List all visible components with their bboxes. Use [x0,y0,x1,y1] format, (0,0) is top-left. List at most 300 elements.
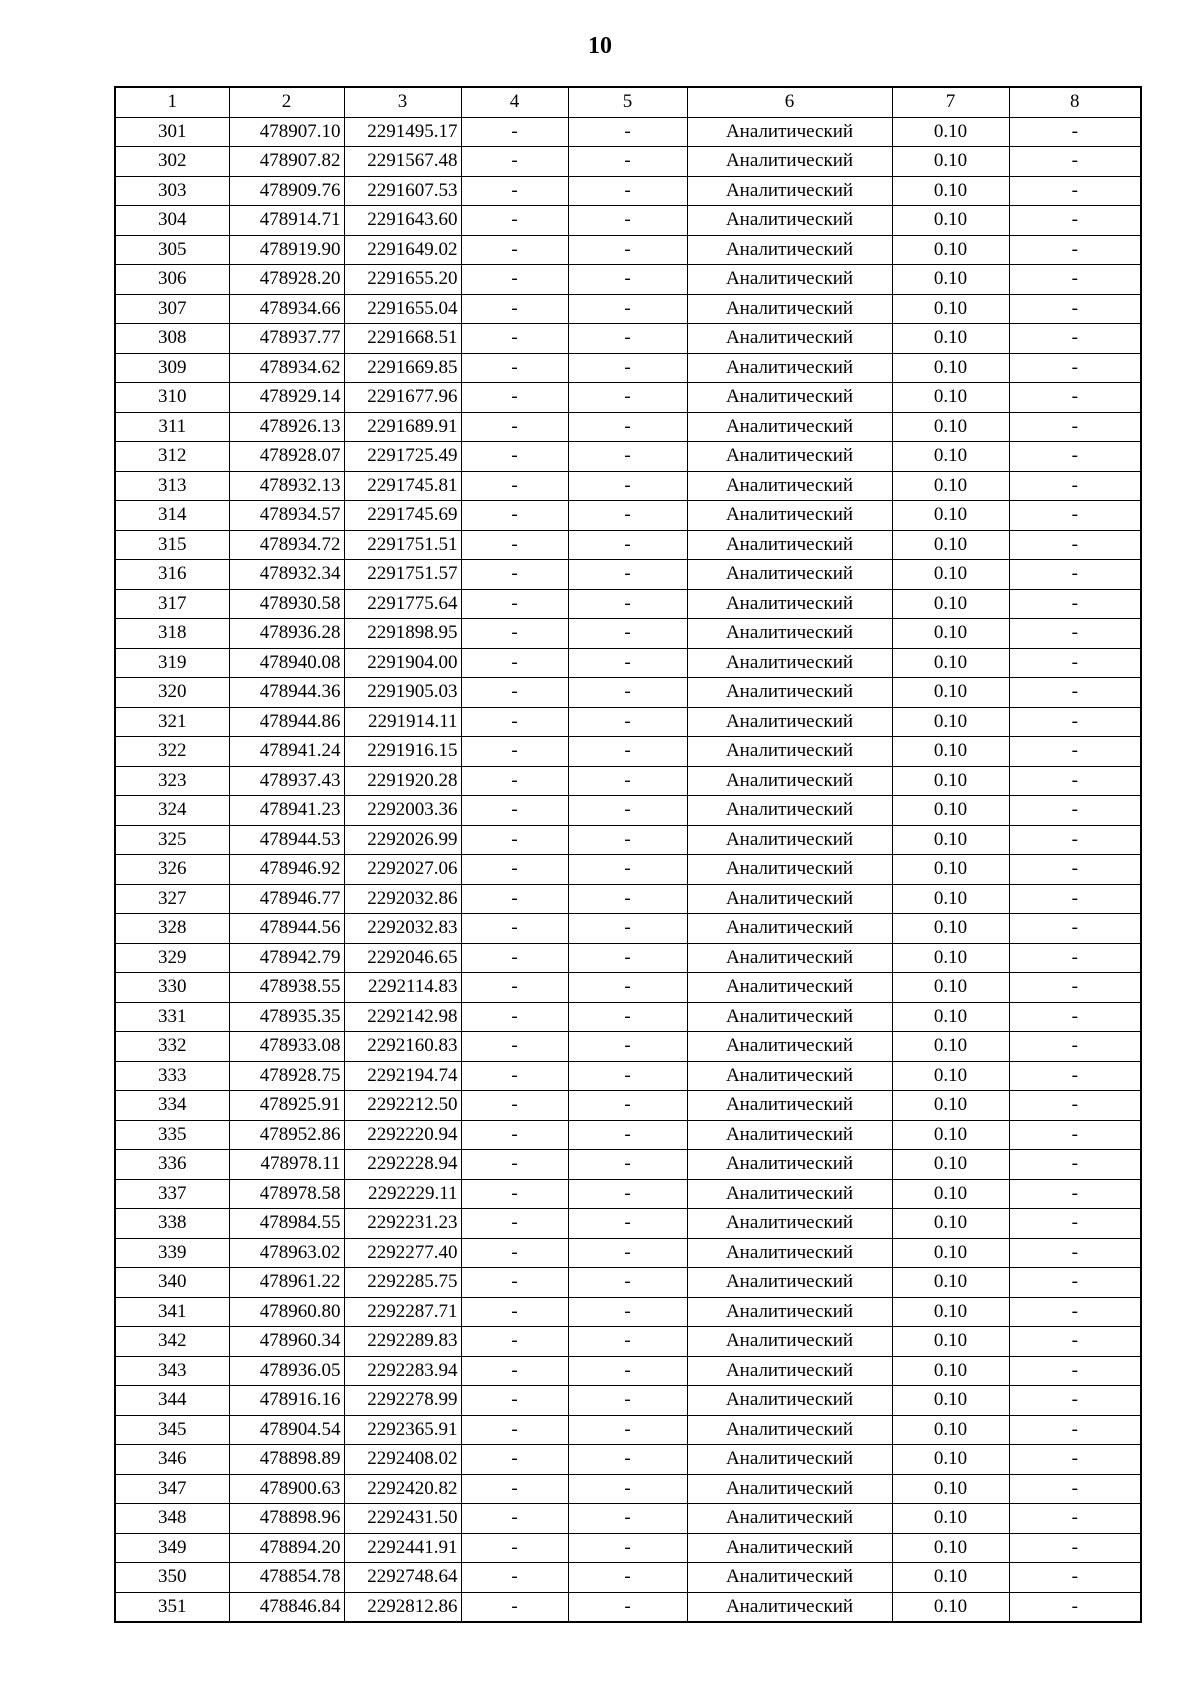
table-row [115,176,1141,206]
table-row [115,884,1141,914]
accuracy-cell: 0.10 [892,1032,1009,1062]
point-number-cell: 324 [115,796,229,826]
column-5-cell: - [568,412,687,442]
column-5-cell: - [568,707,687,737]
point-number-cell: 313 [115,471,229,501]
table-row [115,1563,1141,1593]
y-coordinate-cell: 2291495.17 [344,117,461,147]
column-5-cell: - [568,1297,687,1327]
table-row [115,235,1141,265]
table-row [115,1474,1141,1504]
method-cell: Аналитический [687,1032,892,1062]
y-coordinate-cell: 2291668.51 [344,324,461,354]
column-4-cell: - [461,560,568,590]
table-row [115,294,1141,324]
column-5-cell: - [568,619,687,649]
x-coordinate-cell: 478909.76 [229,176,344,206]
y-coordinate-cell: 2292114.83 [344,973,461,1003]
column-8-cell: - [1009,501,1141,531]
point-number-cell: 325 [115,825,229,855]
table-row [115,353,1141,383]
point-number-cell: 321 [115,707,229,737]
point-number-cell: 307 [115,294,229,324]
x-coordinate-cell: 478938.55 [229,973,344,1003]
y-coordinate-cell: 2291916.15 [344,737,461,767]
accuracy-cell: 0.10 [892,206,1009,236]
column-4-cell: - [461,1120,568,1150]
column-4-cell: - [461,1238,568,1268]
method-cell: Аналитический [687,1386,892,1416]
method-cell: Аналитический [687,855,892,885]
column-4-cell: - [461,294,568,324]
table-row [115,1238,1141,1268]
accuracy-cell: 0.10 [892,1268,1009,1298]
column-4-cell: - [461,1002,568,1032]
y-coordinate-cell: 2291751.51 [344,530,461,560]
table-row [115,825,1141,855]
column-8-cell: - [1009,825,1141,855]
table-row [115,1150,1141,1180]
y-coordinate-cell: 2292229.11 [344,1179,461,1209]
x-coordinate-cell: 478930.58 [229,589,344,619]
table-row [115,648,1141,678]
column-8-cell: - [1009,442,1141,472]
column-5-cell: - [568,1356,687,1386]
y-coordinate-cell: 2292026.99 [344,825,461,855]
y-coordinate-cell: 2292160.83 [344,1032,461,1062]
y-coordinate-cell: 2292046.65 [344,943,461,973]
accuracy-cell: 0.10 [892,678,1009,708]
point-number-cell: 306 [115,265,229,295]
table-row [115,1504,1141,1534]
column-8-cell: - [1009,176,1141,206]
point-number-cell: 302 [115,147,229,177]
table-row [115,1445,1141,1475]
table-row [115,1120,1141,1150]
column-5-cell: - [568,324,687,354]
column-4-cell: - [461,1386,568,1416]
x-coordinate-cell: 478944.53 [229,825,344,855]
accuracy-cell: 0.10 [892,1327,1009,1357]
column-5-cell: - [568,1563,687,1593]
column-5-cell: - [568,1032,687,1062]
point-number-cell: 342 [115,1327,229,1357]
accuracy-cell: 0.10 [892,1179,1009,1209]
y-coordinate-cell: 2292408.02 [344,1445,461,1475]
point-number-cell: 341 [115,1297,229,1327]
y-coordinate-cell: 2292278.99 [344,1386,461,1416]
x-coordinate-cell: 478944.36 [229,678,344,708]
table-row [115,442,1141,472]
column-5-cell: - [568,796,687,826]
table-row [115,1356,1141,1386]
column-5-cell: - [568,176,687,206]
column-8-cell: - [1009,1209,1141,1239]
point-number-cell: 315 [115,530,229,560]
point-number-cell: 346 [115,1445,229,1475]
method-cell: Аналитический [687,1238,892,1268]
column-4-cell: - [461,147,568,177]
column-4-cell: - [461,1474,568,1504]
accuracy-cell: 0.10 [892,707,1009,737]
column-5-cell: - [568,1415,687,1445]
column-4-cell: - [461,825,568,855]
point-number-cell: 312 [115,442,229,472]
column-5-cell: - [568,589,687,619]
x-coordinate-cell: 478932.13 [229,471,344,501]
column-8-cell: - [1009,796,1141,826]
x-coordinate-cell: 478898.89 [229,1445,344,1475]
x-coordinate-cell: 478963.02 [229,1238,344,1268]
column-5-cell: - [568,501,687,531]
column-4-cell: - [461,383,568,413]
column-8-cell: - [1009,147,1141,177]
accuracy-cell: 0.10 [892,235,1009,265]
column-4-cell: - [461,648,568,678]
accuracy-cell: 0.10 [892,855,1009,885]
column-5-cell: - [568,914,687,944]
table-header [115,87,1141,117]
point-number-cell: 339 [115,1238,229,1268]
column-4-cell: - [461,176,568,206]
table-row [115,766,1141,796]
column-8-cell: - [1009,1032,1141,1062]
method-cell: Аналитический [687,1445,892,1475]
table-row [115,589,1141,619]
table-row [115,1592,1141,1622]
method-cell: Аналитический [687,1504,892,1534]
point-number-cell: 333 [115,1061,229,1091]
table-body [115,117,1141,1622]
column-5-cell: - [568,1091,687,1121]
accuracy-cell: 0.10 [892,914,1009,944]
accuracy-cell: 0.10 [892,619,1009,649]
column-5-cell: - [568,1061,687,1091]
method-cell: Аналитический [687,176,892,206]
x-coordinate-cell: 478926.13 [229,412,344,442]
point-number-cell: 327 [115,884,229,914]
point-number-cell: 348 [115,1504,229,1534]
point-number-cell: 347 [115,1474,229,1504]
y-coordinate-cell: 2292003.36 [344,796,461,826]
column-8-cell: - [1009,530,1141,560]
table-row [115,855,1141,885]
column-5-cell: - [568,530,687,560]
method-cell: Аналитический [687,943,892,973]
column-8-cell: - [1009,1327,1141,1357]
column-5-cell: - [568,383,687,413]
accuracy-cell: 0.10 [892,1091,1009,1121]
column-4-cell: - [461,471,568,501]
method-cell: Аналитический [687,619,892,649]
column-5-cell: - [568,206,687,236]
column-8-cell: - [1009,973,1141,1003]
method-cell: Аналитический [687,117,892,147]
column-8-cell: - [1009,619,1141,649]
table-row [115,707,1141,737]
method-cell: Аналитический [687,914,892,944]
column-8-cell: - [1009,737,1141,767]
point-number-cell: 331 [115,1002,229,1032]
column-5-cell: - [568,884,687,914]
column-4-cell: - [461,501,568,531]
accuracy-cell: 0.10 [892,825,1009,855]
x-coordinate-cell: 478944.86 [229,707,344,737]
column-5-cell: - [568,117,687,147]
x-coordinate-cell: 478978.58 [229,1179,344,1209]
method-cell: Аналитический [687,1179,892,1209]
method-cell: Аналитический [687,1002,892,1032]
column-4-cell: - [461,1297,568,1327]
point-number-cell: 319 [115,648,229,678]
y-coordinate-cell: 2291745.81 [344,471,461,501]
x-coordinate-cell: 478934.57 [229,501,344,531]
point-number-cell: 344 [115,1386,229,1416]
table-row [115,1386,1141,1416]
accuracy-cell: 0.10 [892,383,1009,413]
y-coordinate-cell: 2291751.57 [344,560,461,590]
y-coordinate-cell: 2292231.23 [344,1209,461,1239]
accuracy-cell: 0.10 [892,1563,1009,1593]
table-row [115,530,1141,560]
column-header-7: 7 [892,87,1009,117]
x-coordinate-cell: 478960.34 [229,1327,344,1357]
point-number-cell: 316 [115,560,229,590]
method-cell: Аналитический [687,412,892,442]
table-row [115,914,1141,944]
table-row [115,1268,1141,1298]
accuracy-cell: 0.10 [892,294,1009,324]
column-4-cell: - [461,678,568,708]
method-cell: Аналитический [687,737,892,767]
x-coordinate-cell: 478937.77 [229,324,344,354]
method-cell: Аналитический [687,1592,892,1622]
accuracy-cell: 0.10 [892,1297,1009,1327]
table-row [115,147,1141,177]
column-8-cell: - [1009,560,1141,590]
method-cell: Аналитический [687,766,892,796]
x-coordinate-cell: 478941.23 [229,796,344,826]
column-4-cell: - [461,265,568,295]
column-8-cell: - [1009,324,1141,354]
method-cell: Аналитический [687,1327,892,1357]
column-header-6: 6 [687,87,892,117]
x-coordinate-cell: 478937.43 [229,766,344,796]
x-coordinate-cell: 478933.08 [229,1032,344,1062]
column-5-cell: - [568,265,687,295]
point-number-cell: 322 [115,737,229,767]
method-cell: Аналитический [687,884,892,914]
column-4-cell: - [461,1150,568,1180]
column-4-cell: - [461,117,568,147]
column-5-cell: - [568,855,687,885]
point-number-cell: 349 [115,1533,229,1563]
method-cell: Аналитический [687,589,892,619]
table-row [115,1533,1141,1563]
x-coordinate-cell: 478907.10 [229,117,344,147]
column-header-2: 2 [229,87,344,117]
column-4-cell: - [461,412,568,442]
accuracy-cell: 0.10 [892,117,1009,147]
y-coordinate-cell: 2292027.06 [344,855,461,885]
method-cell: Аналитический [687,1297,892,1327]
column-8-cell: - [1009,855,1141,885]
x-coordinate-cell: 478940.08 [229,648,344,678]
table-row [115,560,1141,590]
point-number-cell: 351 [115,1592,229,1622]
column-4-cell: - [461,589,568,619]
y-coordinate-cell: 2292283.94 [344,1356,461,1386]
table-row [115,678,1141,708]
accuracy-cell: 0.10 [892,501,1009,531]
column-4-cell: - [461,766,568,796]
table-row [115,1327,1141,1357]
column-8-cell: - [1009,1474,1141,1504]
column-8-cell: - [1009,1238,1141,1268]
column-4-cell: - [461,1061,568,1091]
point-number-cell: 317 [115,589,229,619]
column-8-cell: - [1009,1061,1141,1091]
y-coordinate-cell: 2291920.28 [344,766,461,796]
y-coordinate-cell: 2291775.64 [344,589,461,619]
x-coordinate-cell: 478928.20 [229,265,344,295]
column-4-cell: - [461,353,568,383]
column-4-cell: - [461,914,568,944]
column-4-cell: - [461,1179,568,1209]
method-cell: Аналитический [687,796,892,826]
column-5-cell: - [568,1268,687,1298]
x-coordinate-cell: 478946.77 [229,884,344,914]
method-cell: Аналитический [687,1563,892,1593]
accuracy-cell: 0.10 [892,530,1009,560]
column-8-cell: - [1009,1120,1141,1150]
table-row [115,1061,1141,1091]
y-coordinate-cell: 2291745.69 [344,501,461,531]
accuracy-cell: 0.10 [892,1356,1009,1386]
x-coordinate-cell: 478928.75 [229,1061,344,1091]
column-5-cell: - [568,678,687,708]
x-coordinate-cell: 478942.79 [229,943,344,973]
accuracy-cell: 0.10 [892,412,1009,442]
column-8-cell: - [1009,1150,1141,1180]
table-row [115,737,1141,767]
x-coordinate-cell: 478846.84 [229,1592,344,1622]
method-cell: Аналитический [687,1150,892,1180]
x-coordinate-cell: 478928.07 [229,442,344,472]
coordinates-table [114,86,1142,1623]
column-8-cell: - [1009,589,1141,619]
point-number-cell: 330 [115,973,229,1003]
x-coordinate-cell: 478907.82 [229,147,344,177]
header-row [115,87,1141,117]
column-8-cell: - [1009,1504,1141,1534]
point-number-cell: 320 [115,678,229,708]
column-5-cell: - [568,766,687,796]
accuracy-cell: 0.10 [892,324,1009,354]
y-coordinate-cell: 2291567.48 [344,147,461,177]
point-number-cell: 301 [115,117,229,147]
column-5-cell: - [568,1386,687,1416]
table-row [115,943,1141,973]
method-cell: Аналитический [687,1415,892,1445]
column-5-cell: - [568,1002,687,1032]
method-cell: Аналитический [687,324,892,354]
column-8-cell: - [1009,766,1141,796]
table-row [115,973,1141,1003]
accuracy-cell: 0.10 [892,589,1009,619]
column-4-cell: - [461,1563,568,1593]
column-5-cell: - [568,471,687,501]
column-4-cell: - [461,1356,568,1386]
method-cell: Аналитический [687,265,892,295]
accuracy-cell: 0.10 [892,265,1009,295]
column-5-cell: - [568,1592,687,1622]
point-number-cell: 343 [115,1356,229,1386]
x-coordinate-cell: 478961.22 [229,1268,344,1298]
column-8-cell: - [1009,412,1141,442]
point-number-cell: 345 [115,1415,229,1445]
y-coordinate-cell: 2292142.98 [344,1002,461,1032]
table-row [115,1209,1141,1239]
point-number-cell: 338 [115,1209,229,1239]
point-number-cell: 308 [115,324,229,354]
column-8-cell: - [1009,383,1141,413]
column-8-cell: - [1009,1297,1141,1327]
y-coordinate-cell: 2292812.86 [344,1592,461,1622]
column-5-cell: - [568,353,687,383]
column-8-cell: - [1009,1592,1141,1622]
x-coordinate-cell: 478932.34 [229,560,344,590]
accuracy-cell: 0.10 [892,1474,1009,1504]
column-5-cell: - [568,1209,687,1239]
method-cell: Аналитический [687,1209,892,1239]
column-4-cell: - [461,973,568,1003]
y-coordinate-cell: 2292194.74 [344,1061,461,1091]
point-number-cell: 303 [115,176,229,206]
x-coordinate-cell: 478914.71 [229,206,344,236]
column-8-cell: - [1009,353,1141,383]
column-5-cell: - [568,1533,687,1563]
point-number-cell: 335 [115,1120,229,1150]
method-cell: Аналитический [687,383,892,413]
column-8-cell: - [1009,206,1141,236]
column-5-cell: - [568,1445,687,1475]
point-number-cell: 336 [115,1150,229,1180]
accuracy-cell: 0.10 [892,737,1009,767]
column-5-cell: - [568,943,687,973]
column-4-cell: - [461,707,568,737]
y-coordinate-cell: 2292032.86 [344,884,461,914]
x-coordinate-cell: 478936.28 [229,619,344,649]
column-5-cell: - [568,825,687,855]
column-4-cell: - [461,855,568,885]
column-8-cell: - [1009,1386,1141,1416]
x-coordinate-cell: 478929.14 [229,383,344,413]
column-4-cell: - [461,1032,568,1062]
column-5-cell: - [568,442,687,472]
column-8-cell: - [1009,884,1141,914]
column-5-cell: - [568,1150,687,1180]
column-4-cell: - [461,1504,568,1534]
column-8-cell: - [1009,117,1141,147]
y-coordinate-cell: 2291655.04 [344,294,461,324]
method-cell: Аналитический [687,825,892,855]
table-row [115,1032,1141,1062]
accuracy-cell: 0.10 [892,1592,1009,1622]
y-coordinate-cell: 2292228.94 [344,1150,461,1180]
method-cell: Аналитический [687,560,892,590]
method-cell: Аналитический [687,1474,892,1504]
